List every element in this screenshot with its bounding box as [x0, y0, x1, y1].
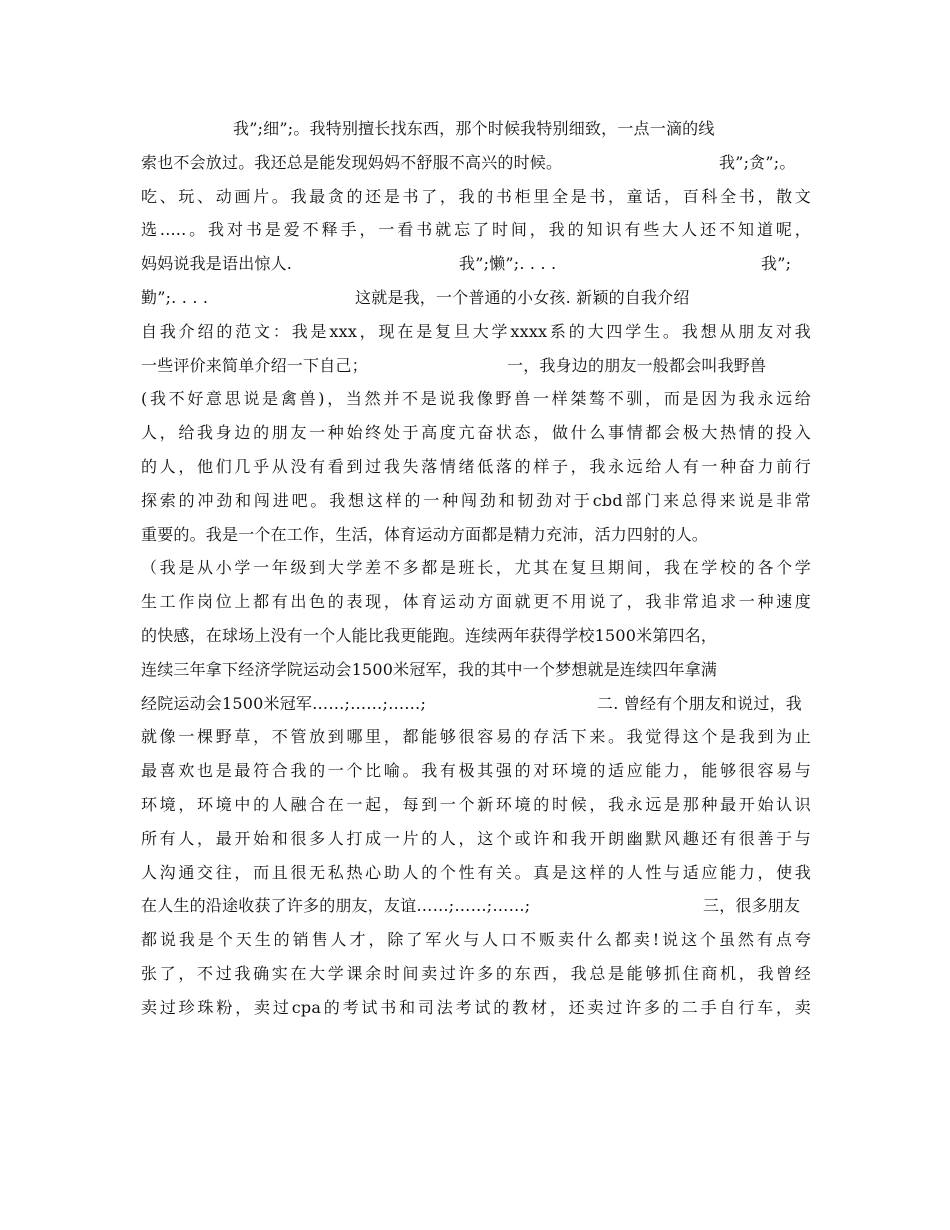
text-line: [141, 484, 811, 518]
text-segment: 的人，他们几乎从没有看到过我失落情绪低落的样子，我永远给人有一种奋力前行: [141, 456, 811, 476]
text-line: [141, 653, 811, 687]
text-line: [141, 957, 811, 991]
text-segment: 勤”;. . . .: [141, 287, 209, 307]
text-line: [141, 247, 811, 281]
text-segment: 这就是我，一个普通的小女孩. 新颖的自我介绍: [355, 287, 690, 307]
text-line: [141, 180, 811, 214]
text-segment: 所有人，最开始和很多人打成一片的人，这个或许和我开朗幽默风趣还有很善于与: [141, 828, 811, 848]
text-line: [141, 382, 811, 416]
text-line: [141, 213, 811, 247]
text-line: [141, 518, 811, 552]
text-segment: 连续三年拿下经济学院运动会1500米冠军，我的其中一个梦想就是连续四年拿满: [141, 659, 718, 679]
text-segment: 吃、玩、动画片。我最贪的还是书了，我的书柜里全是书，童话，百科全书，散文: [141, 186, 811, 206]
text-line: [141, 112, 811, 146]
text-segment: 一些评价来简单介绍一下自己；: [141, 355, 368, 375]
text-segment: 就像一棵野草，不管放到哪里，都能够很容易的存活下来。我觉得这个是我到为止: [141, 727, 811, 747]
text-segment: 都说我是个天生的销售人才，除了军火与人口不贩卖什么都卖!说这个虽然有点夸: [141, 930, 811, 950]
text-segment: 一，我身边的朋友一般都会叫我野兽: [507, 355, 767, 375]
text-segment: 我”;细”;。我特别擅长找东西，那个时候我特别细致，一点一滴的线: [233, 119, 715, 138]
text-segment: 环境，环境中的人融合在一起，每到一个新环境的时候，我永远是那种最开始认识: [141, 794, 811, 814]
text-segment: 在人生的沿途收获了许多的朋友，友谊……;……;……;: [141, 896, 531, 916]
text-segment: 我”;懒”;. . . .: [459, 254, 557, 274]
text-line: [141, 889, 811, 923]
text-segment: 自我介绍的范文：我是xxx，现在是复旦大学xxxx系的大四学生。我想从朋友对我: [141, 321, 811, 341]
text-segment: 张了，不过我确实在大学课余时间卖过许多的东西，我总是能够抓住商机，我曾经: [141, 963, 811, 983]
text-segment: 最喜欢也是最符合我的一个比喻。我有极其强的对环境的适应能力，能够很容易与: [141, 761, 811, 781]
text-line: [141, 822, 811, 856]
text-segment: 索也不会放过。我还总是能发现妈妈不舒服不高兴的时候。: [141, 152, 563, 172]
text-segment: 我”;贪”;。: [719, 152, 796, 172]
text-line: [141, 991, 811, 1025]
text-segment: 重要的。我是一个在工作，生活，体育运动方面都是精力充沛，活力四射的人。: [141, 524, 709, 544]
text-line: [141, 315, 811, 349]
text-segment: 我”;: [761, 254, 792, 274]
text-segment: 生工作岗位上都有出色的表现，体育运动方面就更不用说了，我非常追求一种速度: [141, 592, 811, 612]
text-line: [141, 687, 811, 721]
text-line: [141, 619, 811, 653]
text-segment: 二. 曾经有个朋友和说过，我: [597, 693, 802, 713]
text-line: [141, 146, 811, 180]
text-line: [141, 754, 811, 788]
text-segment: （我是从小学一年级到大学差不多都是班长，尤其在复旦期间，我在学校的各个学: [141, 558, 811, 578]
text-line: [141, 349, 811, 383]
text-segment: (我不好意思说是禽兽)，当然并不是说我像野兽一样桀骜不驯，而是因为我永远给: [141, 389, 811, 409]
text-segment: 卖过珍珠粉，卖过cpa的考试书和司法考试的教材，还卖过许多的二手自行车，卖: [141, 997, 811, 1017]
text-segment: 人沟通交往，而且很无私热心助人的个性有关。真是这样的人性与适应能力，使我: [141, 862, 811, 882]
text-line: [141, 281, 811, 315]
text-segment: 人，给我身边的朋友一种始终处于高度亢奋状态，做什么事情都会极大热情的投入: [141, 423, 811, 443]
text-line: [141, 551, 811, 585]
text-line: [141, 788, 811, 822]
text-line: [141, 856, 811, 890]
text-segment: 的快感，在球场上没有一个人能比我更能跑。连续两年获得学校1500米第四名，: [141, 625, 718, 645]
text-line: [141, 416, 811, 450]
text-segment: 三，很多朋友: [703, 896, 801, 916]
text-line: [141, 720, 811, 754]
text-line: [141, 923, 811, 957]
text-line: [141, 450, 811, 484]
text-line: [141, 585, 811, 619]
document-body: [141, 112, 811, 1025]
text-segment: 经院运动会1500米冠军……;……;……;: [141, 693, 427, 713]
text-segment: 选.....。我对书是爱不释手，一看书就忘了时间，我的知识有些大人还不知道呢，: [141, 220, 811, 240]
text-segment: 妈妈说我是语出惊人.: [141, 254, 293, 274]
text-segment: 探索的冲劲和闯进吧。我想这样的一种闯劲和韧劲对于cbd部门来总得来说是非常: [141, 490, 811, 510]
